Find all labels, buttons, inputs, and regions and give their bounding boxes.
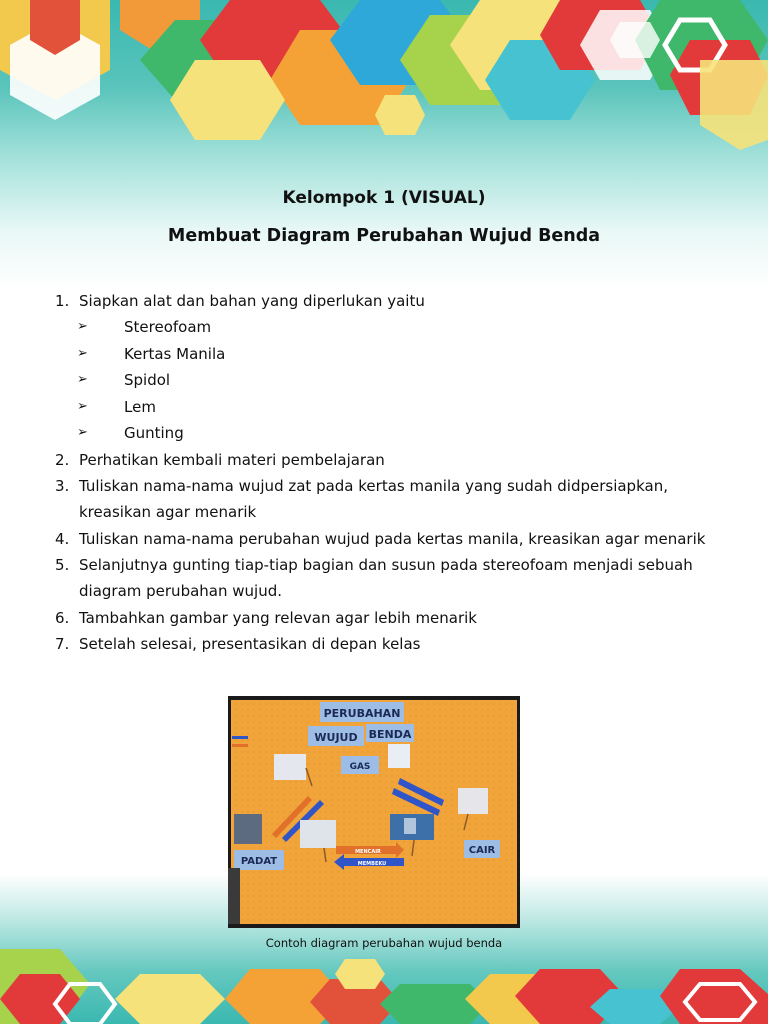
- step-text: Setelah selesai, presentasikan di depan kelas: [79, 634, 421, 653]
- step-number: 2.: [55, 450, 70, 469]
- step-item: [55, 631, 735, 657]
- list-item: [55, 367, 735, 394]
- label-padat: PADAT: [240, 856, 278, 867]
- picture-card: [234, 814, 262, 844]
- label-wujud: WUJUD: [314, 731, 358, 744]
- step-text: Siapkan alat dan bahan yang diperlukan yaitu: [79, 292, 425, 310]
- step-text: Tuliskan nama-nama wujud zat pada kertas manila yang sudah didpersiapkan, kreasikan agar menarik: [79, 477, 668, 522]
- arrow-bullet-icon: ➢: [77, 425, 88, 441]
- step-number: 5.: [55, 555, 70, 574]
- step-item: [55, 473, 735, 526]
- step-number: 6.: [55, 608, 70, 627]
- material-label: Kertas Manila: [124, 344, 226, 363]
- label-mencair: MENCAIR: [355, 849, 381, 855]
- step-text: Selanjutnya gunting tiap-tiap bagian dan susun pada stereofoam menjadi sebuah diagram perubahan wujud.: [79, 555, 693, 601]
- material-label: Spidol: [124, 371, 171, 390]
- step-text: Tuliskan nama-nama perubahan wujud pada kertas manila, kreasikan agar menarik: [79, 529, 706, 548]
- step-number: 4.: [55, 529, 70, 548]
- material-label: Stereofoam: [124, 318, 212, 337]
- arrow-bullet-icon: ➢: [77, 398, 88, 414]
- step-number: 3.: [55, 477, 70, 496]
- instruction-list: [55, 288, 735, 657]
- page-subtitle: Membuat Diagram Perubahan Wujud Benda: [167, 226, 601, 246]
- picture-card: [274, 754, 306, 780]
- label-cair: CAIR: [468, 845, 496, 856]
- step-item: [55, 605, 735, 631]
- step-number: 1.: [55, 292, 70, 310]
- diagram-photo: [228, 696, 520, 928]
- label-gas: GAS: [349, 762, 371, 772]
- step-number: 7.: [55, 634, 70, 653]
- step-item: [55, 288, 735, 314]
- arrow-bullet-icon: ➢: [77, 372, 88, 388]
- step-item: [55, 447, 735, 473]
- materials-list: [55, 314, 735, 447]
- arrow-bullet-icon: ➢: [77, 345, 88, 361]
- list-item: [55, 420, 735, 447]
- picture-card: [388, 744, 410, 768]
- diagram-photo-illustration: [228, 696, 520, 928]
- hexagon-pattern-top: [0, 0, 768, 290]
- header-banner: [0, 0, 768, 290]
- material-label: Gunting: [124, 424, 184, 443]
- label-benda: BENDA: [368, 728, 412, 741]
- list-item: [55, 314, 735, 341]
- list-item: [55, 394, 735, 421]
- material-label: Lem: [124, 397, 156, 416]
- picture-card: [300, 820, 336, 848]
- step-text: Perhatikan kembali materi pembelajaran: [79, 450, 385, 469]
- label-membeku: MEMBEKU: [357, 861, 387, 867]
- picture-card: [458, 788, 488, 814]
- label-perubahan: PERUBAHAN: [323, 707, 401, 720]
- step-item: [55, 552, 735, 605]
- arrow-bullet-icon: ➢: [77, 319, 88, 335]
- step-item: [55, 526, 735, 552]
- step-text: Tambahkan gambar yang relevan agar lebih menarik: [79, 608, 477, 627]
- image-caption: Contoh diagram perubahan wujud benda: [265, 936, 503, 950]
- list-item: [55, 341, 735, 368]
- page-title: Kelompok 1 (VISUAL): [282, 188, 486, 208]
